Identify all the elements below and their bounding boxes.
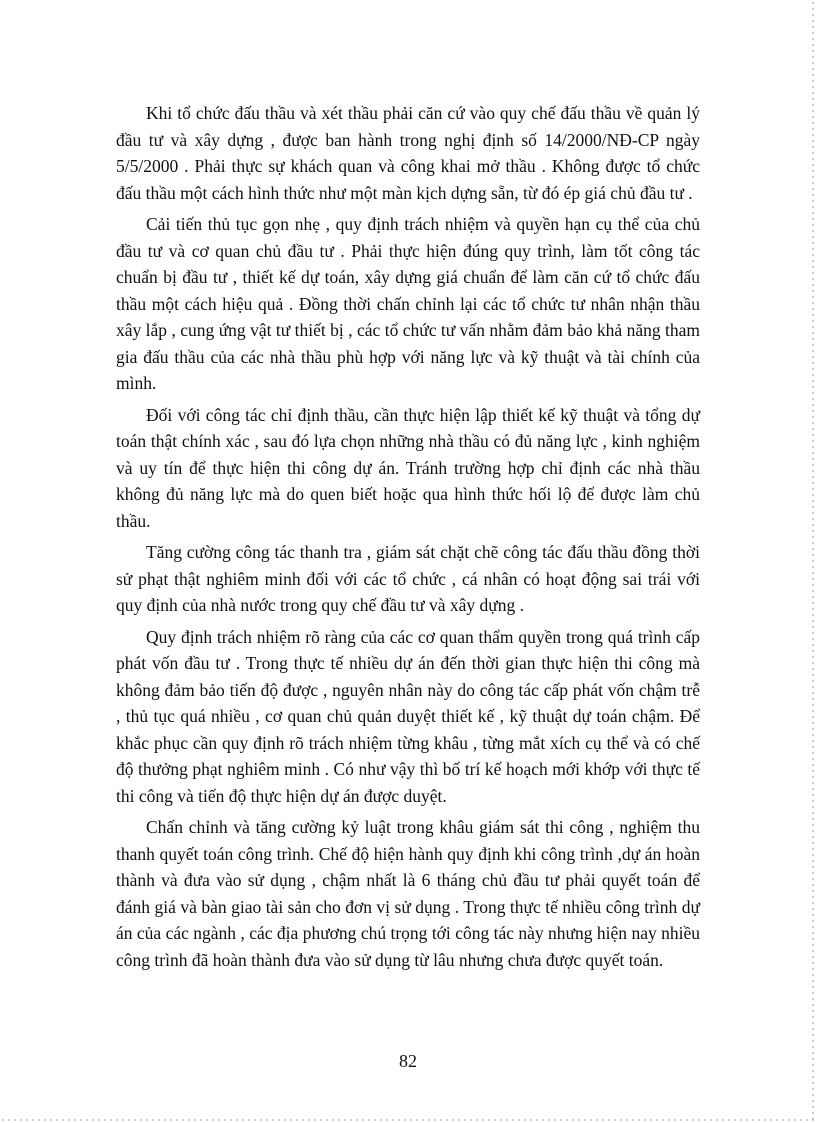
document-body xyxy=(116,100,700,978)
paragraph-4: Tăng cường công tác thanh tra , giám sát chặt chẽ công tác đấu thầu đồng thời sử phạt thật nghiêm minh đối với các tổ chức , cá nhân có hoạt động sai trái với quy định của nhà nước trong quy chế đầu tư và xây dựng . xyxy=(116,542,700,615)
paragraph-6: Chấn chỉnh và tăng cường kỷ luật trong khâu giám sát thi công , nghiệm thu thanh quyết toán công trình. Chế độ hiện hành quy định khi công trình ,dự án hoàn thành và đưa vào sử dụng , chậm nhất là 6 tháng chủ đầu tư phải quyết toán để đánh giá và bàn giao tài sản cho đơn vị sử dụng . Trong thực tế nhiều công trình dự án của các ngành , các địa phương chú trọng tới công tác này nhưng hiện nay nhiều công trình đã hoàn thành đưa vào sử dụng từ lâu nhưng chưa được quyết toán. xyxy=(116,817,700,970)
paragraph-2: Cải tiến thủ tục gọn nhẹ , quy định trách nhiệm và quyền hạn cụ thể của chủ đầu tư và cơ quan chủ đầu tư . Phải thực hiện đúng quy trình, làm tốt công tác chuẩn bị đầu tư , thiết kế dự toán, xây dựng giá chuẩn để làm căn cứ tổ chức đấu thầu một cách hiệu quả . Đồng thời chấn chỉnh lại các tổ chức tư nhân nhận thầu xây lắp , cung ứng vật tư thiết bị , các tổ chức tư vấn nhằm đảm bảo khả năng tham gia đấu thầu của các nhà thầu phù hợp với năng lực và kỹ thuật và tài chính của mình. xyxy=(116,214,700,393)
paragraph-3: Đối với công tác chỉ định thầu, cần thực hiện lập thiết kế kỹ thuật và tổng dự toán thật chính xác , sau đó lựa chọn những nhà thầu có đủ năng lực , kinh nghiệm và uy tín để thực hiện thi công dự án. Tránh trường hợp chỉ định các nhà thầu không đủ năng lực mà do quen biết hoặc qua hình thức hối lộ để được làm chủ thầu. xyxy=(116,404,700,531)
paragraph-1: Khi tổ chức đấu thầu và xét thầu phải căn cứ vào quy chế đấu thầu về quản lý đầu tư và xây dựng , được ban hành trong nghị định số 14/2000/NĐ-CP ngày 5/5/2000 . Phải thực sự khách quan và công khai mở thầu . Không được tổ chức đấu thầu một cách hình thức như một màn kịch dựng sẵn, từ đó ép giá chủ đầu tư . xyxy=(116,103,700,203)
page-number: 82 xyxy=(399,1051,417,1071)
page-edge-dots xyxy=(810,0,816,1123)
paragraph-5: Quy định trách nhiệm rõ ràng của các cơ quan thẩm quyền trong quá trình cấp phát vốn đầu tư . Trong thực tế nhiều dự án đến thời gian thực hiện thi công mà không đảm bảo tiến độ được , nguyên nhân này do công tác cấp phát vốn chậm trễ , thủ tục quá nhiều , cơ quan chủ quản duyệt thiết kế , kỹ thuật dự toán chậm. Để khắc phục cần quy định rõ trách nhiệm từng khâu , từng mắt xích cụ thể và có chế độ thưởng phạt nghiêm minh . Có như vậy thì bố trí kế hoạch mới khớp với thực tế thi công và tiến độ thực hiện dự án được duyệt. xyxy=(116,626,700,806)
page-edge-dots-bottom xyxy=(0,1117,816,1123)
